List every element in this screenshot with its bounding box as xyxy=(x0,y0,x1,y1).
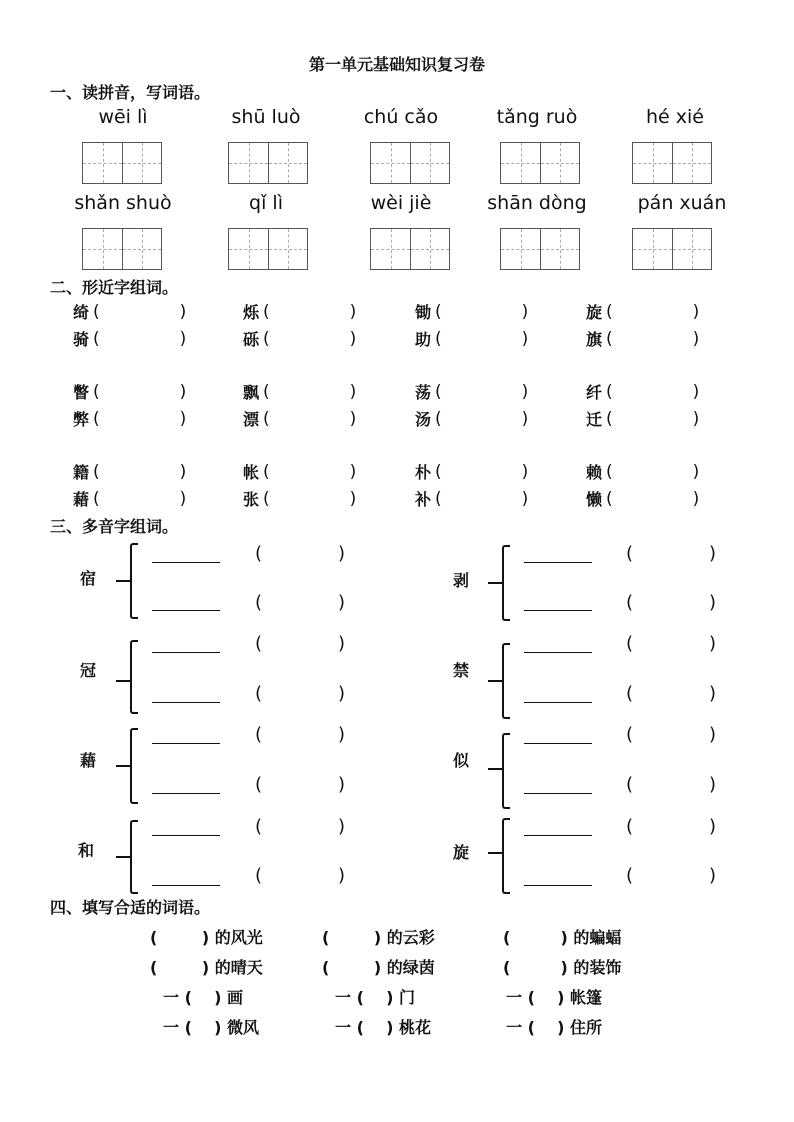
poly-char: 藉 xyxy=(80,751,97,770)
word-item[interactable] xyxy=(586,460,699,483)
answer-line[interactable] xyxy=(524,652,592,653)
paren-close: ) xyxy=(521,408,529,429)
paren-close: ) xyxy=(692,301,700,322)
answer-line[interactable] xyxy=(524,793,592,794)
word-item[interactable] xyxy=(586,300,699,323)
writing-grid[interactable] xyxy=(632,228,712,270)
brace xyxy=(502,818,510,894)
word-item[interactable] xyxy=(415,327,528,350)
paren-open: ( xyxy=(263,301,270,322)
paren-close: ) xyxy=(709,592,717,613)
brace-stub xyxy=(116,580,130,582)
paren-close: ) xyxy=(349,408,357,429)
poly-char: 和 xyxy=(78,841,95,860)
writing-grid[interactable] xyxy=(370,228,450,270)
fill-item[interactable]: 一 ( ) 帐篷 xyxy=(506,988,603,1007)
paren-close: ) xyxy=(338,683,346,704)
paren-close: ) xyxy=(709,865,717,886)
paren-open: ( xyxy=(93,301,100,322)
paren-close: ) xyxy=(349,301,357,322)
pinyin-2-4: shān dòng xyxy=(487,192,587,214)
poly-char: 旋 xyxy=(453,843,470,862)
writing-grid[interactable] xyxy=(370,142,450,184)
paren-close: ) xyxy=(521,301,529,322)
paren-open: ( xyxy=(255,633,263,654)
answer-line[interactable] xyxy=(152,652,220,653)
word-item[interactable] xyxy=(73,407,186,430)
paren-open: ( xyxy=(255,865,263,886)
brace-stub xyxy=(488,680,502,682)
writing-grid[interactable] xyxy=(500,142,580,184)
word-item[interactable] xyxy=(586,407,699,430)
brace xyxy=(502,545,510,621)
char: 锄 xyxy=(415,303,432,322)
paren-close: ) xyxy=(349,461,357,482)
paren-close: ) xyxy=(692,488,700,509)
paren-close: ) xyxy=(521,461,529,482)
writing-grid[interactable] xyxy=(228,228,308,270)
paren-close: ) xyxy=(349,328,357,349)
paren-open: ( xyxy=(263,461,270,482)
answer-line[interactable] xyxy=(152,885,220,886)
paren-open: ( xyxy=(606,301,613,322)
brace-stub xyxy=(488,852,502,854)
char: 漂 xyxy=(243,410,260,429)
pinyin-1-1: wēi lì xyxy=(98,106,148,128)
word-item[interactable] xyxy=(586,380,699,403)
paren-close: ) xyxy=(709,633,717,654)
char: 绮 xyxy=(73,303,90,322)
char: 帐 xyxy=(243,463,260,482)
paren-open: ( xyxy=(93,488,100,509)
fill-item[interactable]: ( ) 的晴天 xyxy=(150,958,263,977)
char: 瞥 xyxy=(73,383,90,402)
paren-open: ( xyxy=(93,461,100,482)
answer-line[interactable] xyxy=(524,702,592,703)
char: 纤 xyxy=(586,383,603,402)
char: 赖 xyxy=(586,463,603,482)
paren-close: ) xyxy=(179,301,187,322)
answer-line[interactable] xyxy=(152,702,220,703)
char: 骑 xyxy=(73,330,90,349)
char: 朴 xyxy=(415,463,432,482)
paren-close: ) xyxy=(692,381,700,402)
char: 砾 xyxy=(243,330,260,349)
fill-item[interactable]: 一 ( ) 桃花 xyxy=(335,1018,432,1037)
brace xyxy=(502,733,510,809)
pinyin-2-5: pán xuán xyxy=(637,192,727,214)
poly-char: 冠 xyxy=(80,661,97,680)
word-item[interactable] xyxy=(586,327,699,350)
fill-item[interactable]: 一 ( ) 住所 xyxy=(506,1018,603,1037)
word-item[interactable] xyxy=(415,460,528,483)
paren-open: ( xyxy=(263,328,270,349)
paren-open: ( xyxy=(626,633,634,654)
section-2-heading: 二、形近字组词。 xyxy=(50,278,179,297)
pinyin-1-5: hé xié xyxy=(646,106,704,128)
paren-close: ) xyxy=(179,328,187,349)
paren-open: ( xyxy=(435,488,442,509)
section-4-heading: 四、填写合适的词语。 xyxy=(50,898,211,917)
paren-open: ( xyxy=(263,408,270,429)
paren-close: ) xyxy=(338,543,346,564)
answer-line[interactable] xyxy=(152,793,220,794)
fill-item[interactable]: 一 ( ) 画 xyxy=(163,988,244,1007)
paren-open: ( xyxy=(435,408,442,429)
paren-close: ) xyxy=(179,488,187,509)
paren-close: ) xyxy=(338,592,346,613)
brace-stub xyxy=(116,680,130,682)
paren-close: ) xyxy=(692,461,700,482)
pinyin-2-2: qǐ lì xyxy=(249,192,283,214)
paren-open: ( xyxy=(606,461,613,482)
char: 藉 xyxy=(73,490,90,509)
word-item[interactable] xyxy=(243,460,356,483)
brace-stub xyxy=(116,856,130,858)
char: 荡 xyxy=(415,383,432,402)
paren-close: ) xyxy=(338,865,346,886)
word-item[interactable] xyxy=(73,487,186,510)
paren-open: ( xyxy=(93,408,100,429)
fill-item[interactable]: ( ) 的蝙蝠 xyxy=(503,928,622,947)
fill-item[interactable]: ( ) 的云彩 xyxy=(322,928,435,947)
paren-open: ( xyxy=(626,774,634,795)
paren-open: ( xyxy=(263,488,270,509)
paren-close: ) xyxy=(709,543,717,564)
answer-line[interactable] xyxy=(152,610,220,611)
answer-line[interactable] xyxy=(524,562,592,563)
char: 弊 xyxy=(73,410,90,429)
paren-open: ( xyxy=(93,328,100,349)
paren-open: ( xyxy=(255,592,263,613)
paren-close: ) xyxy=(692,328,700,349)
paren-close: ) xyxy=(709,816,717,837)
char: 烁 xyxy=(243,303,260,322)
answer-line[interactable] xyxy=(152,743,220,744)
paren-open: ( xyxy=(626,865,634,886)
paren-close: ) xyxy=(521,328,529,349)
brace xyxy=(130,820,138,894)
section-3-heading: 三、多音字组词。 xyxy=(50,517,179,536)
char: 迁 xyxy=(586,410,603,429)
answer-line[interactable] xyxy=(152,835,220,836)
brace-stub xyxy=(488,582,502,584)
paren-open: ( xyxy=(435,461,442,482)
word-item[interactable] xyxy=(243,380,356,403)
answer-line[interactable] xyxy=(524,743,592,744)
fill-item[interactable]: ( ) 的装饰 xyxy=(503,958,622,977)
word-item[interactable] xyxy=(415,380,528,403)
paren-close: ) xyxy=(338,774,346,795)
paren-open: ( xyxy=(626,543,634,564)
paren-close: ) xyxy=(709,683,717,704)
paren-open: ( xyxy=(93,381,100,402)
char: 飘 xyxy=(243,383,260,402)
paren-open: ( xyxy=(435,381,442,402)
paren-close: ) xyxy=(179,381,187,402)
answer-line[interactable] xyxy=(524,885,592,886)
word-item[interactable] xyxy=(415,407,528,430)
poly-char: 似 xyxy=(453,751,470,770)
page-title: 第一单元基础知识复习卷 xyxy=(308,55,485,74)
paren-close: ) xyxy=(692,408,700,429)
word-item[interactable] xyxy=(415,300,528,323)
paren-open: ( xyxy=(255,724,263,745)
paren-open: ( xyxy=(626,592,634,613)
word-item[interactable] xyxy=(243,300,356,323)
paren-open: ( xyxy=(255,543,263,564)
answer-line[interactable] xyxy=(524,610,592,611)
paren-open: ( xyxy=(606,381,613,402)
pinyin-1-2: shū luò xyxy=(231,106,301,128)
pinyin-1-3: chú cǎo xyxy=(363,106,439,128)
paren-close: ) xyxy=(338,633,346,654)
brace xyxy=(502,643,510,719)
paren-close: ) xyxy=(179,408,187,429)
answer-line[interactable] xyxy=(152,562,220,563)
paren-open: ( xyxy=(606,408,613,429)
paren-close: ) xyxy=(709,724,717,745)
section-1-heading: 一、读拼音，写词语。 xyxy=(50,83,211,102)
pinyin-1-4: tǎng ruò xyxy=(496,106,578,128)
word-item[interactable] xyxy=(243,327,356,350)
char: 汤 xyxy=(415,410,432,429)
writing-grid[interactable] xyxy=(632,142,712,184)
poly-char: 禁 xyxy=(453,661,470,680)
poly-char: 剥 xyxy=(453,571,470,590)
paren-open: ( xyxy=(626,683,634,704)
word-item[interactable] xyxy=(586,487,699,510)
paren-open: ( xyxy=(626,816,634,837)
fill-item[interactable]: ( ) 的风光 xyxy=(150,928,263,947)
char: 旗 xyxy=(586,330,603,349)
fill-item[interactable]: 一 ( ) 门 xyxy=(335,988,416,1007)
writing-grid[interactable] xyxy=(228,142,308,184)
poly-char: 宿 xyxy=(80,569,97,588)
paren-open: ( xyxy=(255,683,263,704)
paren-close: ) xyxy=(179,461,187,482)
writing-grid[interactable] xyxy=(82,228,162,270)
paren-close: ) xyxy=(338,816,346,837)
paren-open: ( xyxy=(626,724,634,745)
pinyin-2-1: shǎn shuò xyxy=(74,192,172,214)
char: 助 xyxy=(415,330,432,349)
answer-line[interactable] xyxy=(524,835,592,836)
paren-close: ) xyxy=(521,381,529,402)
word-item[interactable] xyxy=(73,327,186,350)
paren-close: ) xyxy=(709,774,717,795)
word-item[interactable] xyxy=(73,300,186,323)
char: 旋 xyxy=(586,303,603,322)
brace-stub xyxy=(116,765,130,767)
word-item[interactable] xyxy=(243,407,356,430)
paren-open: ( xyxy=(606,328,613,349)
word-item[interactable] xyxy=(415,487,528,510)
char: 懒 xyxy=(586,490,603,509)
brace xyxy=(130,543,138,619)
paren-close: ) xyxy=(349,488,357,509)
writing-grid[interactable] xyxy=(500,228,580,270)
pinyin-2-3: wèi jiè xyxy=(370,192,432,214)
writing-grid[interactable] xyxy=(82,142,162,184)
paren-close: ) xyxy=(338,724,346,745)
paren-close: ) xyxy=(349,381,357,402)
paren-open: ( xyxy=(606,488,613,509)
char: 补 xyxy=(415,490,432,509)
paren-close: ) xyxy=(521,488,529,509)
paren-open: ( xyxy=(255,816,263,837)
paren-open: ( xyxy=(435,328,442,349)
paren-open: ( xyxy=(255,774,263,795)
word-item[interactable] xyxy=(73,460,186,483)
paren-open: ( xyxy=(263,381,270,402)
fill-item[interactable]: 一 ( ) 微风 xyxy=(163,1018,260,1037)
paren-open: ( xyxy=(435,301,442,322)
brace xyxy=(130,640,138,714)
word-item[interactable] xyxy=(243,487,356,510)
char: 张 xyxy=(243,490,260,509)
brace-stub xyxy=(488,768,502,770)
brace xyxy=(130,728,138,804)
fill-item[interactable]: ( ) 的绿茵 xyxy=(322,958,435,977)
word-item[interactable] xyxy=(73,380,186,403)
char: 籍 xyxy=(73,463,90,482)
